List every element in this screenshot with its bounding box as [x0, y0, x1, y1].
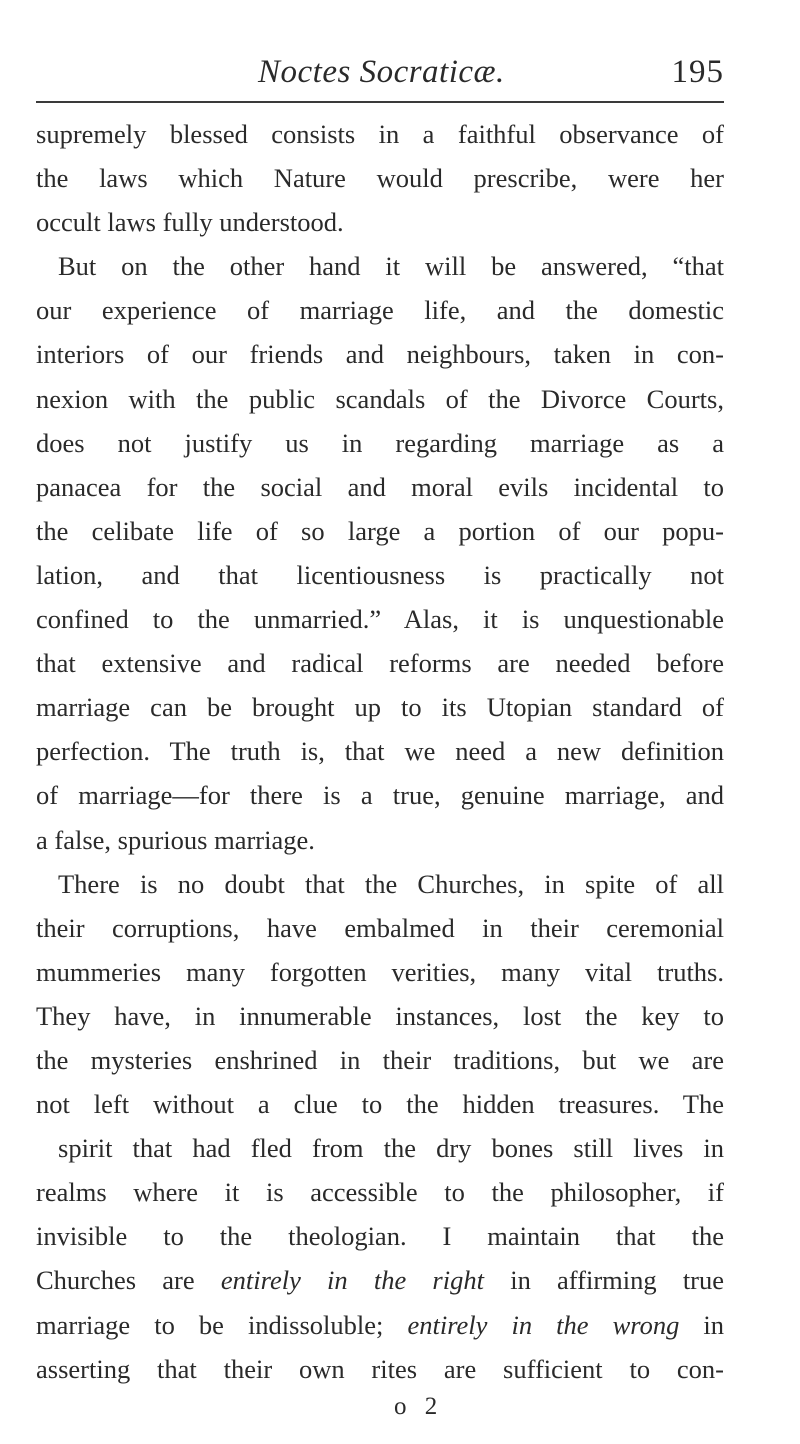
- text-line: not left without a clue to the hidden treasures. The: [36, 1089, 724, 1120]
- text-line: that extensive and radical reforms are needed before: [36, 648, 724, 679]
- text-line: interiors of our friends and neighbours, taken in con-: [36, 339, 724, 370]
- text-line: asserting that their own rites are sufficient to con-: [36, 1353, 724, 1384]
- running-title: Noctes Socraticæ.: [258, 54, 505, 90]
- text-line: nexion with the public scandals of the Divorce Courts,: [36, 383, 724, 414]
- text-line: of marriage—for there is a true, genuine marriage, and: [36, 780, 724, 811]
- text-run: in: [703, 1309, 725, 1340]
- text-line: lation, and that licentiousness is practically not: [36, 559, 724, 590]
- text-line: our experience of marriage life, and the domestic: [36, 295, 724, 326]
- header-rule: [36, 101, 724, 103]
- text-line: occult laws fully understood.: [36, 207, 344, 238]
- text-line: realms where it is accessible to the philosopher, if: [36, 1177, 724, 1208]
- running-head: [36, 50, 724, 94]
- text-line: mummeries many forgotten verities, many vital truths.: [36, 956, 724, 987]
- text-line: spirit that had fled from the dry bones still lives in: [58, 1133, 724, 1164]
- text-line: does not justify us in regarding marriage as a: [36, 427, 724, 458]
- text-line: panacea for the social and moral evils incidental to: [36, 471, 724, 502]
- text-line: supremely blessed consists in a faithful observance of: [36, 119, 724, 149]
- text-run: in affirming true: [510, 1265, 725, 1296]
- text-line: the mysteries enshrined in their traditions, but we are: [36, 1044, 724, 1075]
- text-run: marriage to be indissoluble;: [36, 1309, 384, 1340]
- text-line: [36, 1303, 724, 1347]
- text-line: perfection. The truth is, that we need a new definition: [36, 736, 724, 767]
- text-line: their corruptions, have embalmed in their ceremonial: [36, 912, 724, 943]
- page-number: 195: [671, 54, 724, 90]
- signature-mark: o 2: [394, 1393, 444, 1420]
- text-line: There is no doubt that the Churches, in spite of all: [58, 868, 724, 899]
- text-line: confined to the unmarried.” Alas, it is unquestionable: [36, 604, 724, 635]
- text-line: But on the other hand it will be answered, “that: [58, 251, 724, 282]
- text-line: marriage can be brought up to its Utopian standard of: [36, 692, 724, 723]
- text-line: a false, spurious marriage.: [36, 824, 315, 855]
- text-line: [36, 1258, 724, 1302]
- text-run: Churches are: [36, 1265, 195, 1296]
- text-line: invisible to the theologian. I maintain that the: [36, 1221, 724, 1252]
- body-text: [36, 112, 724, 1391]
- text-line: They have, in innumerable instances, lost the key to: [36, 1000, 724, 1031]
- text-line: the laws which Nature would prescribe, were her: [36, 163, 724, 194]
- italic-emphasis: entirely in the wrong: [407, 1309, 680, 1340]
- text-line: the celibate life of so large a portion of our popu-: [36, 515, 724, 546]
- italic-emphasis: entirely in the right: [220, 1265, 484, 1296]
